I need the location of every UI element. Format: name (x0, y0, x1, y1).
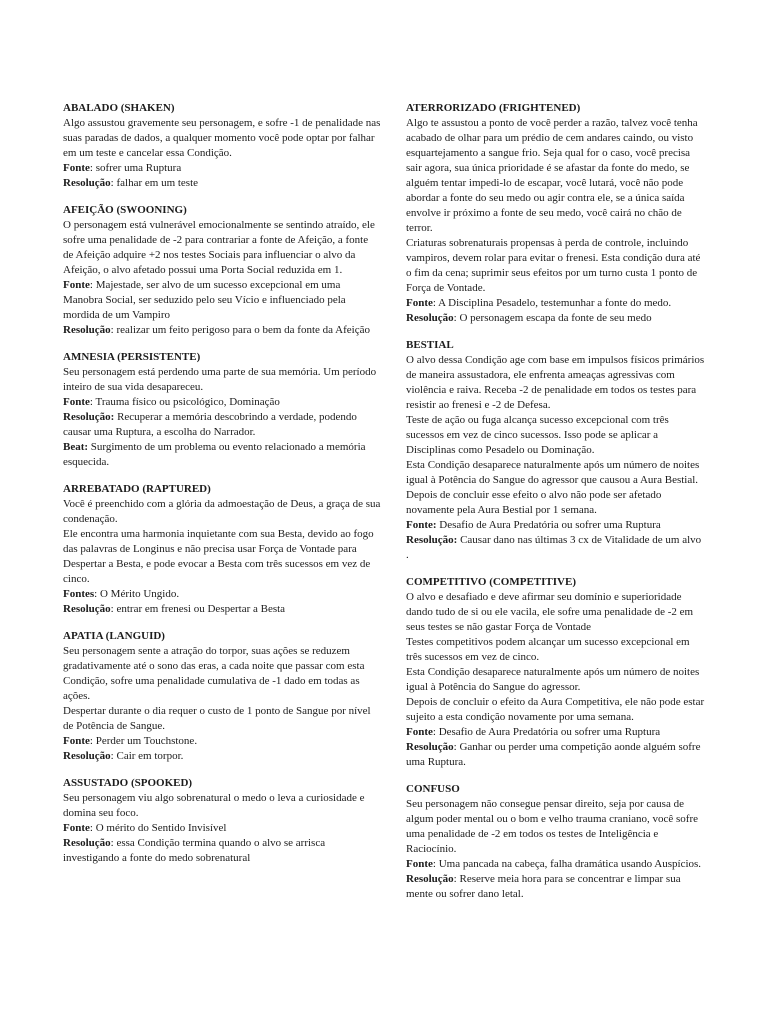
condition-description: Ele encontra uma harmonia inquietante com sua Besta, devido ao fogo das palavras de Longinus e não precisa usar Força de Vontade para Despertar a Besta, e pode evocar a Besta com três sucessos em vez de cinco. (63, 528, 374, 585)
field-text: Surgimento de um problema ou evento relacionado a memória esquecida. (63, 441, 366, 468)
field-label: Fonte (406, 858, 433, 870)
field-text: : Majestade, ser alvo de um sucesso excepcional em uma Manobra Social, ser seduzido pelo seu Vício e influenciado pela mordida de um Vampiro (63, 279, 346, 321)
field-label: Fonte (63, 735, 90, 747)
condition-title: ASSUSTADO (SPOOKED) (63, 777, 193, 789)
condition-field-resolucao (406, 311, 706, 326)
condition-title: BESTIAL (406, 339, 454, 351)
condition-field-fonte (406, 725, 706, 740)
field-label: Fonte: (406, 519, 437, 531)
condition-field-beat (63, 440, 381, 470)
condition-field-resolucao (63, 749, 381, 764)
condition-description: Seu personagem não consegue pensar direito, seja por causa de algum poder mental ou o bom e velho trauma craniano, você sofre uma penalidade de -2 em todos os testes de Inteligência e Raciocínio. (406, 798, 699, 855)
condition-description: Esta Condição desaparece naturalmente após um número de noites igual à Potência do Sangue do agressor que causou a Aura Bestial. (406, 459, 700, 486)
field-text: : Trauma físico ou psicológico, Dominação (89, 396, 280, 408)
field-label: Resolução: (406, 534, 458, 546)
field-text: Desafio de Aura Predatória ou sofrer uma Ruptura (436, 519, 661, 531)
field-text: : entrar em frenesi ou Despertar a Besta (110, 603, 286, 615)
field-text: : sofrer uma Ruptura (89, 162, 182, 174)
condition-description: O personagem está vulnerável emocionalmente se sentindo atraído, ele sofre uma penalidade de -2 para contrariar a fonte de Afeição, a fonte de Afeição adquire +2 nos testes Sociais para influenciar o alvo da Afeição, o alvo afetado possui uma Porta Social reduzida em 1. (63, 219, 375, 276)
field-text: : Uma pancada na cabeça, falha dramática usando Auspícios. (432, 858, 702, 870)
field-text: : Desafio de Aura Predatória ou sofrer uma Ruptura (432, 726, 661, 738)
field-label: Fontes (63, 588, 95, 600)
condition-description: Criaturas sobrenaturais propensas à perda de controle, incluindo vampiros, devem rolar para evitar o frenesi. Esta condição dura até o fim da cena; suprimir seus efeitos por um turno custa 1 ponto de Força de Vontade. (406, 237, 701, 294)
condition-description: O alvo dessa Condição age com base em impulsos físicos primários de maneira assustadora, ele enfrenta ameaças agressivas com violência e raiva. Receba -2 de penalidade em todos os testes para resistir ao frenesi e -2 de Defesa. (406, 354, 705, 411)
condition-field-resolucao (406, 740, 706, 770)
condition-description: Seu personagem viu algo sobrenatural o medo o leva a curiosidade e domina seu foco. (63, 792, 365, 819)
left-column (63, 101, 381, 878)
field-label: Resolução (63, 603, 111, 615)
condition-title: ABALADO (SHAKEN) (63, 102, 175, 114)
field-text: : realizar um feito perigoso para o bem da fonte da Afeição (110, 324, 370, 336)
condition-confuso (406, 782, 706, 902)
field-label: Fonte (63, 279, 90, 291)
field-label: Resolução (63, 324, 111, 336)
condition-arrebatado (63, 482, 381, 617)
condition-field-resolucao (406, 872, 706, 902)
field-label: Fonte (63, 396, 90, 408)
condition-field-fonte (406, 518, 706, 533)
field-label: Resolução (406, 741, 454, 753)
condition-description: Despertar durante o dia requer o custo de 1 ponto de Sangue por nível de Potência de Sangue. (63, 705, 371, 732)
condition-description: Você é preenchido com a glória da admoestação de Deus, a graça de sua condenação. (63, 498, 381, 525)
condition-apatia (63, 629, 381, 764)
condition-afeicao (63, 203, 381, 338)
field-label: Resolução: (63, 411, 115, 423)
condition-field-fonte (63, 161, 381, 176)
condition-field-resolucao (63, 602, 381, 617)
condition-title: ATERRORIZADO (FRIGHTENED) (406, 102, 581, 114)
condition-field-resolucao (63, 836, 381, 866)
condition-field-fonte (406, 296, 706, 311)
field-text: Recuperar a memória descobrindo a verdade, podendo causar uma Ruptura, a escolha do Narrador. (63, 411, 357, 438)
condition-description: Testes competitivos podem alcançar um sucesso excepcional em três sucessos em vez de cinco. (406, 636, 690, 663)
field-text: : Reserve meia hora para se concentrar e limpar sua mente ou sofrer dano letal. (406, 873, 681, 900)
condition-title: AMNESIA (PERSISTENTE) (63, 351, 201, 363)
condition-description: Algo te assustou a ponto de você perder a razão, talvez você tenha acabado de olhar para um prédio de cem andares caindo, ou visto esquartejamento a sangue frio. Seja qual for o caso, você precisa sair agora, sua única prioridade é se afastar da fonte do medo, se alguém tentar impedi-lo de escapar, você lutará, você não pode abordar a fonte do seu medo ou agir contra ele, se a única saída envolve ir próximo a fonte de seu medo, você cairá no chão de terror. (406, 117, 698, 234)
condition-field-fonte (63, 395, 381, 410)
field-label: Resolução (406, 312, 454, 324)
field-text: : Perder um Touchstone. (89, 735, 198, 747)
condition-competitivo (406, 575, 706, 770)
field-text: : A Disciplina Pesadelo, testemunhar a fonte do medo. (432, 297, 672, 309)
condition-description: Seu personagem sente a atração do torpor, suas ações se reduzem gradativamente até o sono das eras, a cada noite que passar com esta Condição, sofre uma penalidade cumulativa de -1 dado em todas as ações. (63, 645, 365, 702)
field-text: Causar dano nas últimas 3 cx de Vitalidade de um alvo . (406, 534, 702, 561)
condition-title: ARREBATADO (RAPTURED) (63, 483, 211, 495)
condition-field-fonte (63, 821, 381, 836)
field-label: Resolução (406, 873, 454, 885)
condition-aterrorizado (406, 101, 706, 326)
condition-title: CONFUSO (406, 783, 460, 795)
condition-description: Depois de concluir o efeito da Aura Competitiva, ele não pode estar sujeito a esta condição novamente por uma semana. (406, 696, 705, 723)
field-label: Resolução (63, 750, 111, 762)
condition-field-resolucao (406, 533, 706, 563)
field-label: Fonte (63, 162, 90, 174)
condition-description: Depois de concluir esse efeito o alvo não pode ser afetado novamente pela Aura Bestial por 1 semana. (406, 489, 662, 516)
field-label: Fonte (406, 297, 433, 309)
condition-assustado (63, 776, 381, 866)
field-text: : essa Condição termina quando o alvo se arrisca investigando a fonte do medo sobrenatural (63, 837, 326, 864)
field-text: : O personagem escapa da fonte de seu medo (453, 312, 652, 324)
condition-field-fonte (63, 734, 381, 749)
field-label: Resolução (63, 837, 111, 849)
field-text: : O mérito do Sentido Invisível (89, 822, 227, 834)
condition-amnesia (63, 350, 381, 470)
condition-field-resolucao (63, 176, 381, 191)
condition-description: Seu personagem está perdendo uma parte de sua memória. Um período inteiro de sua vida desapareceu. (63, 366, 377, 393)
condition-description: Teste de ação ou fuga alcança sucesso excepcional com três sucessos em vez de cinco sucessos. Isso pode se aplicar a Disciplinas como Pesadelo ou Dominação. (406, 414, 669, 456)
condition-description: Algo assustou gravemente seu personagem, e sofre -1 de penalidade nas suas paradas de dados, a qualquer momento você pode optar por falhar em um teste e cancelar essa Condição. (63, 117, 381, 159)
condition-description: O alvo e desafiado e deve afirmar seu domínio e superioridade dando tudo de si ou ele vacila, ele sofre uma penalidade de -2 em seus testes se não gastar Força de Vontade (406, 591, 694, 633)
condition-title: APATIA (LANGUID) (63, 630, 165, 642)
condition-field-fontes (63, 587, 381, 602)
field-text: : Cair em torpor. (110, 750, 184, 762)
field-label: Resolução (63, 177, 111, 189)
condition-bestial (406, 338, 706, 563)
field-text: : O Mérito Ungido. (94, 588, 180, 600)
condition-field-resolucao (63, 410, 381, 440)
field-label: Beat: (63, 441, 89, 453)
condition-title: AFEIÇÃO (SWOONING) (63, 204, 187, 216)
condition-title: COMPETITIVO (COMPETITIVE) (406, 576, 576, 588)
condition-description: Esta Condição desaparece naturalmente após um número de noites igual à Potência do Sangue do agressor. (406, 666, 700, 693)
condition-field-fonte (406, 857, 706, 872)
right-column (406, 101, 706, 914)
field-label: Fonte (63, 822, 90, 834)
field-text: : Ganhar ou perder uma competição aonde alguém sofre uma Ruptura. (406, 741, 701, 768)
field-label: Fonte (406, 726, 433, 738)
condition-field-resolucao (63, 323, 381, 338)
condition-field-fonte (63, 278, 381, 323)
field-text: : falhar em um teste (110, 177, 199, 189)
condition-abalado (63, 101, 381, 191)
